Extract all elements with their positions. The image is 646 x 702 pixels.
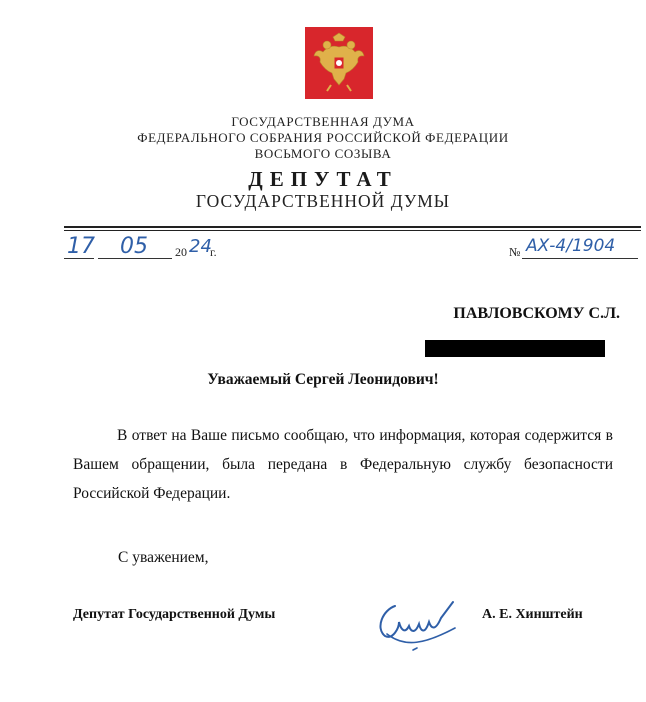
date-day-underline <box>64 258 94 259</box>
handwritten-signature <box>365 588 465 660</box>
signature-name: А. Е. Хинштейн <box>482 607 583 622</box>
date-year-suffix: 24 <box>189 236 212 257</box>
letter-body: В ответ на Ваше письмо сообщаю, что информация, которая содержится в Вашем обращении, была передана в Федеральную службу безопасности Российской Федерации. <box>73 427 613 502</box>
date-month: 05 <box>120 234 148 259</box>
date-suffix: г. <box>210 245 217 259</box>
addressee: ПАВЛОВСКОМУ С.Л. <box>453 305 620 322</box>
coat-of-arms-emblem <box>305 27 373 99</box>
header-line-3: ВОСЬМОГО СОЗЫВА <box>254 146 392 161</box>
header-subtitle: ГОСУДАРСТВЕННОЙ ДУМЫ <box>195 191 451 211</box>
date-day: 17 <box>67 234 95 259</box>
salutation: Уважаемый Сергей Леонидович! <box>207 371 439 388</box>
number-prefix: № <box>509 245 521 259</box>
redaction-bar <box>425 340 605 357</box>
header-rule-thick <box>64 226 641 228</box>
number-underline <box>522 258 638 259</box>
header-line-2: ФЕДЕРАЛЬНОГО СОБРАНИЯ РОССИЙСКОЙ ФЕДЕРАЦИИ <box>137 130 509 145</box>
date-year-prefix: 20 <box>175 245 187 259</box>
date-month-underline <box>98 258 172 259</box>
number-value: АХ-4/1904 <box>526 236 616 256</box>
signature-position: Депутат Государственной Думы <box>73 607 276 622</box>
header-title: ДЕПУТАТ <box>248 167 398 191</box>
header-line-1: ГОСУДАРСТВЕННАЯ ДУМА <box>231 114 415 129</box>
closing: С уважением, <box>118 549 209 566</box>
header-rule-thin <box>64 230 641 231</box>
